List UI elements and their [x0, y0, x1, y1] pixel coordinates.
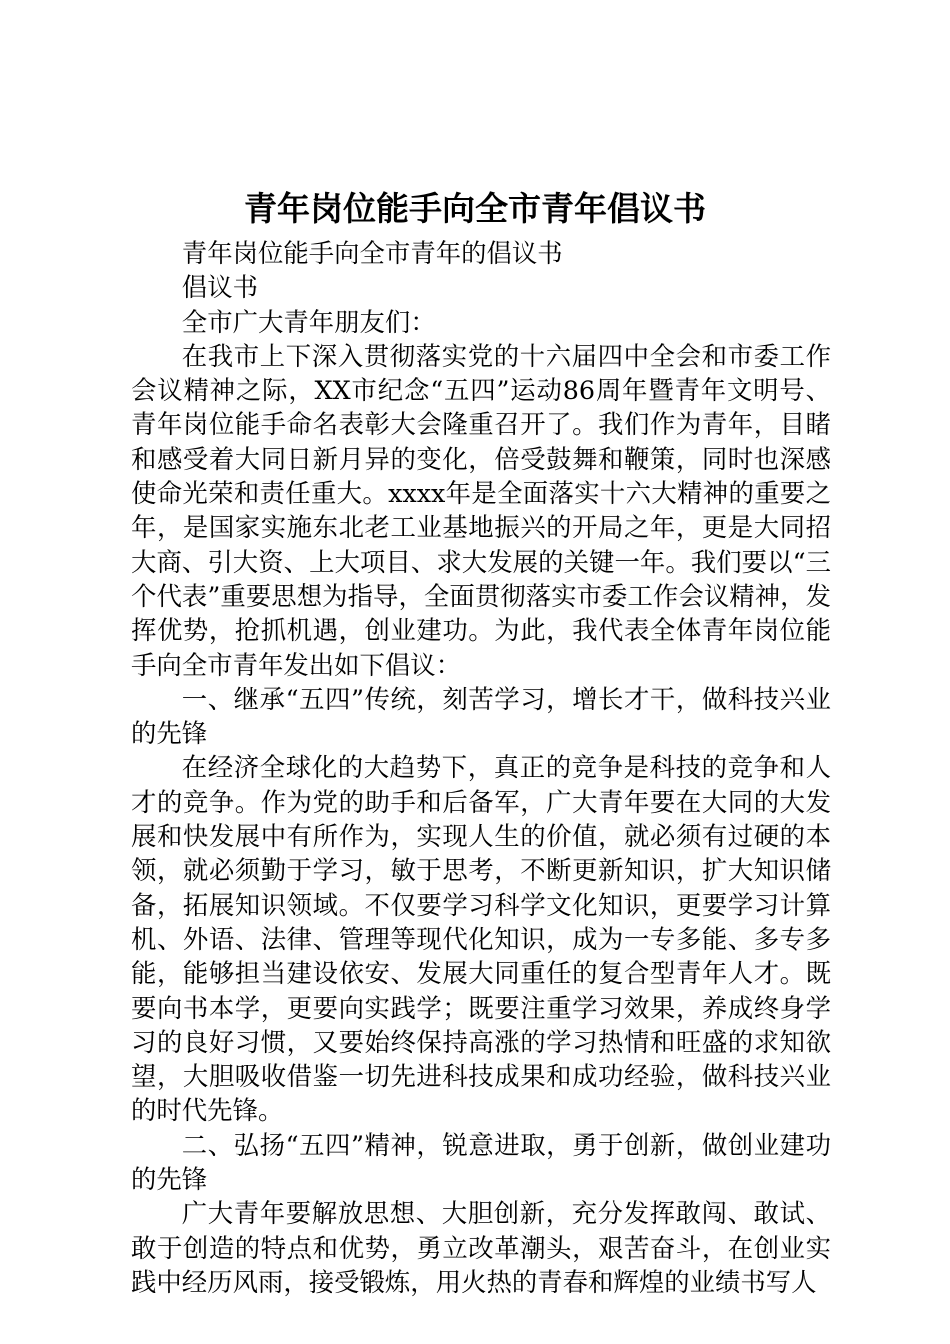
paragraph-section-1-heading: 一、继承“五四”传统，刻苦学习，增长才干，做科技兴业的先锋 — [131, 683, 831, 749]
paragraph-salutation: 全市广大青年朋友们： — [181, 306, 436, 337]
document-title: 青年岗位能手向全市青年倡议书 — [244, 189, 706, 228]
paragraph-section-2-heading: 二、弘扬“五四”精神，锐意进取，勇于创新，做创业建功的先锋 — [131, 1129, 831, 1195]
paragraph-intro: 在我市上下深入贯彻落实党的十六届四中全会和市委工作会议精神之际，XX市纪念“五四”运动86周年暨青年文明号、青年岗位能手命名表彰大会隆重召开了。我们作为青年，目睹和感受着大同日新月异的变化，倍受鼓舞和鞭策，同时也深感使命光荣和责任重大。xxxx年是全面落实十六大精神的重要之年，是国家实施东北老工业基地振兴的开局之年，更是大同招大商、引大资、上大项目、求大发展的关键一年。我们要以“三个代表”重要思想为指导，全面贯彻落实市委工作会议精神，发挥优势，抢抓机遇，创业建功。为此，我代表全体青年岗位能手向全市青年发出如下倡议： — [131, 340, 831, 680]
paragraph-subtitle: 青年岗位能手向全市青年的倡议书 — [181, 238, 563, 268]
paragraph-section-1-body: 在经济全球化的大趋势下，真正的竞争是科技的竞争和人才的竞争。作为党的助手和后备军，广大青年要在大同的大发展和快发展中有所作为，实现人生的价值，就必须有过硬的本领，就必须勤于学习，敏于思考，不断更新知识，扩大知识储备，拓展知识领域。不仅要学习科学文化知识，更要学习计算机、外语、法律、管理等现代化知识，成为一专多能、多专多能，能够担当建设依安、发展大同重任的复合型青年人才。既要向书本学，更要向实践学；既要注重学习效果，养成终身学习的良好习惯，又要始终保持高涨的学习热情和旺盛的求知欲望，大胆吸收借鉴一切先进科技成果和成功经验，做科技兴业的时代先锋。 — [131, 752, 831, 1126]
paragraph-section-2-body: 广大青年要解放思想、大胆创新，充分发挥敢闯、敢试、敢于创造的特点和优势，勇立改革潮头，艰苦奋斗，在创业实践中经历风雨，接受锻炼，用火热的青春和辉煌的业绩书写人 — [131, 1198, 831, 1297]
paragraph-heading: 倡议书 — [181, 272, 258, 303]
document-body — [131, 236, 831, 1299]
